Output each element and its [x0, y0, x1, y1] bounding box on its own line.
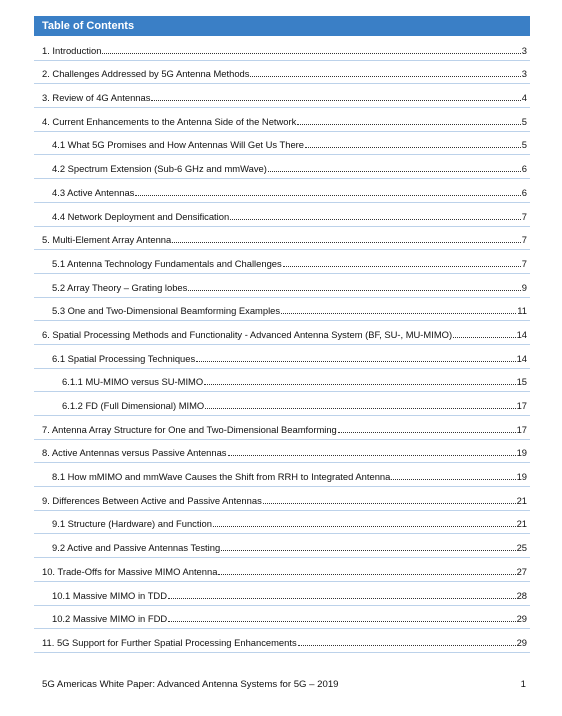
toc-entry-line	[52, 187, 527, 198]
toc-entry-label: 6. Spatial Processing Methods and Functionality - Advanced Antenna System (BF, SU-, MU-MIMO)	[42, 328, 453, 340]
toc-entry-page: 15	[516, 376, 527, 388]
toc-entry[interactable]	[34, 37, 530, 61]
toc-entry[interactable]	[34, 511, 530, 535]
toc-entry-label: 5.1 Antenna Technology Fundamentals and Challenges	[52, 257, 282, 269]
toc-leader-dots	[263, 502, 516, 504]
toc-entry-line	[52, 613, 527, 624]
toc-leader-dots	[205, 407, 515, 409]
toc-entry-page: 29	[516, 613, 527, 625]
toc-entry-label: 9.2 Active and Passive Antennas Testing	[52, 542, 221, 554]
toc-entry[interactable]	[34, 274, 530, 298]
toc-entry-label: 6.1 Spatial Processing Techniques	[52, 352, 196, 364]
toc-leader-dots	[453, 336, 515, 338]
toc-entry-label: 4.2 Spectrum Extension (Sub-6 GHz and mmWave)	[52, 163, 267, 175]
toc-entry-label: 10.1 Massive MIMO in TDD	[52, 589, 167, 601]
toc-entry[interactable]	[34, 416, 530, 440]
toc-entry-line	[62, 376, 527, 387]
toc-leader-dots	[338, 431, 516, 433]
toc-entry[interactable]	[34, 487, 530, 511]
toc-entry-page: 17	[516, 400, 527, 411]
toc-leader-dots	[168, 597, 516, 599]
toc-leader-dots	[168, 620, 515, 622]
toc-entry-page: 29	[516, 636, 527, 648]
toc-leader-dots	[268, 170, 521, 172]
toc-entry[interactable]	[34, 606, 530, 630]
toc-entry-page: 19	[516, 471, 527, 483]
toc-entry[interactable]	[34, 61, 530, 85]
toc-entry-page: 7	[521, 210, 527, 222]
toc-entry-line	[42, 329, 527, 340]
toc-entry-line	[62, 400, 527, 411]
toc-leader-dots	[151, 99, 520, 101]
toc-entry-label: 4. Current Enhancements to the Antenna Side of the Network	[42, 115, 297, 127]
footer-text: 5G Americas White Paper: Advanced Antenna Systems for 5G – 2019	[42, 679, 339, 690]
toc-leader-dots	[213, 525, 516, 527]
toc-entry[interactable]	[34, 558, 530, 582]
toc-leader-dots	[218, 573, 515, 575]
toc-entry[interactable]	[34, 227, 530, 251]
toc-entry[interactable]	[34, 179, 530, 203]
toc-entry-label: 6.1.2 FD (Full Dimensional) MIMO	[62, 400, 205, 411]
toc-leader-dots	[196, 360, 515, 362]
toc-leader-dots	[297, 123, 520, 125]
toc-entry-line	[52, 305, 527, 316]
toc-leader-dots	[250, 75, 520, 77]
toc-leader-dots	[172, 241, 521, 243]
toc-entry-line	[52, 590, 527, 601]
toc-entry-label: 4.3 Active Antennas	[52, 186, 135, 198]
toc-leader-dots	[228, 454, 516, 456]
toc-entry-label: 9. Differences Between Active and Passive Antennas	[42, 494, 262, 506]
toc-entry[interactable]	[34, 132, 530, 156]
toc-entry-label: 10. Trade-Offs for Massive MIMO Antenna	[42, 565, 218, 577]
toc-entry-page: 11	[517, 305, 527, 317]
toc-entry-page: 4	[521, 92, 527, 104]
toc-entry-label: 6.1.1 MU-MIMO versus SU-MIMO	[62, 376, 204, 388]
footer-page-number: 1	[520, 679, 526, 690]
toc-entry-line	[52, 542, 527, 553]
toc-entry-label: 4.1 What 5G Promises and How Antennas Will Get Us There	[52, 139, 305, 151]
toc-entry-page: 7	[521, 234, 527, 246]
toc-entry-page: 27	[516, 565, 527, 577]
toc-entry[interactable]	[34, 392, 530, 416]
toc-entry[interactable]	[34, 298, 530, 322]
toc-entry-line	[52, 258, 527, 269]
toc-entry-line	[42, 447, 527, 458]
toc-entry-label: 1. Introduction	[42, 44, 102, 56]
toc-entry-label: 4.4 Network Deployment and Densification	[52, 210, 230, 222]
toc-entry-page: 14	[516, 352, 527, 364]
toc-entry-label: 5.2 Array Theory – Grating lobes	[52, 281, 188, 293]
toc-leader-dots	[135, 194, 520, 196]
toc-entry-label: 8. Active Antennas versus Passive Antennas	[42, 447, 227, 459]
toc-entry-line	[42, 424, 527, 435]
toc-entry-label: 8.1 How mMIMO and mmWave Causes the Shift from RRH to Integrated Antenna	[52, 471, 391, 483]
toc-leader-dots	[305, 146, 521, 148]
toc-entry[interactable]	[34, 534, 530, 558]
toc-title: Table of Contents	[34, 16, 530, 36]
toc-entry-page: 17	[516, 423, 527, 435]
toc-entry-line	[42, 637, 527, 648]
toc-entry-label: 10.2 Massive MIMO in FDD	[52, 613, 168, 625]
toc-entry-page: 5	[521, 139, 527, 151]
toc-entry[interactable]	[34, 108, 530, 132]
toc-entry-line	[42, 116, 527, 127]
toc-entry-page: 21	[516, 494, 527, 506]
toc-leader-dots	[298, 644, 516, 646]
toc-entry-label: 5.3 One and Two-Dimensional Beamforming Examples	[52, 305, 281, 317]
toc-entry-page: 14	[516, 328, 527, 340]
toc-leader-dots	[221, 549, 515, 551]
page-footer	[42, 679, 526, 690]
toc-entry-page: 3	[521, 44, 527, 56]
toc-entry-line	[42, 92, 527, 103]
table-of-contents	[34, 37, 530, 653]
toc-leader-dots	[391, 478, 515, 480]
toc-entry-line	[52, 353, 527, 364]
toc-entry-line	[52, 518, 527, 529]
toc-entry[interactable]	[34, 155, 530, 179]
toc-leader-dots	[204, 383, 515, 385]
toc-leader-dots	[188, 289, 520, 291]
toc-entry-line	[42, 68, 527, 79]
toc-entry[interactable]	[34, 321, 530, 345]
toc-entry-label: 2. Challenges Addressed by 5G Antenna Methods	[42, 68, 250, 80]
toc-entry[interactable]	[34, 582, 530, 606]
toc-entry-label: 5. Multi-Element Array Antenna	[42, 234, 172, 246]
toc-leader-dots	[102, 52, 520, 54]
toc-leader-dots	[281, 312, 516, 314]
toc-entry-line	[52, 471, 527, 482]
toc-entry-page: 28	[516, 589, 527, 601]
toc-entry-line	[42, 566, 527, 577]
toc-entry-label: 3. Review of 4G Antennas	[42, 92, 151, 104]
toc-entry-line	[42, 234, 527, 245]
toc-entry-line	[52, 163, 527, 174]
toc-entry-page: 9	[521, 281, 527, 293]
toc-entry-label: 7. Antenna Array Structure for One and Two-Dimensional Beamforming	[42, 423, 337, 435]
toc-entry[interactable]	[34, 369, 530, 393]
toc-entry-label: 9.1 Structure (Hardware) and Function	[52, 518, 212, 530]
toc-leader-dots	[283, 265, 521, 267]
toc-entry-line	[52, 211, 527, 222]
toc-entry[interactable]	[34, 250, 530, 274]
toc-entry-page: 6	[521, 163, 527, 175]
toc-entry-line	[42, 45, 527, 56]
toc-entry[interactable]	[34, 345, 530, 369]
toc-entry[interactable]	[34, 463, 530, 487]
toc-entry[interactable]	[34, 203, 530, 227]
toc-entry-line	[52, 282, 527, 293]
toc-entry-page: 19	[516, 447, 527, 459]
toc-entry-page: 3	[521, 68, 527, 80]
toc-entry[interactable]	[34, 629, 530, 653]
toc-entry-page: 7	[521, 257, 527, 269]
toc-entry[interactable]	[34, 440, 530, 464]
toc-leader-dots	[230, 218, 521, 220]
toc-entry-line	[42, 495, 527, 506]
toc-entry-line	[52, 139, 527, 150]
toc-entry-label: 11. 5G Support for Further Spatial Processing Enhancements	[42, 636, 297, 648]
toc-entry[interactable]	[34, 84, 530, 108]
toc-entry-page: 5	[521, 115, 527, 127]
toc-entry-page: 6	[521, 186, 527, 198]
toc-entry-page: 21	[516, 518, 527, 530]
toc-entry-page: 25	[516, 542, 527, 554]
